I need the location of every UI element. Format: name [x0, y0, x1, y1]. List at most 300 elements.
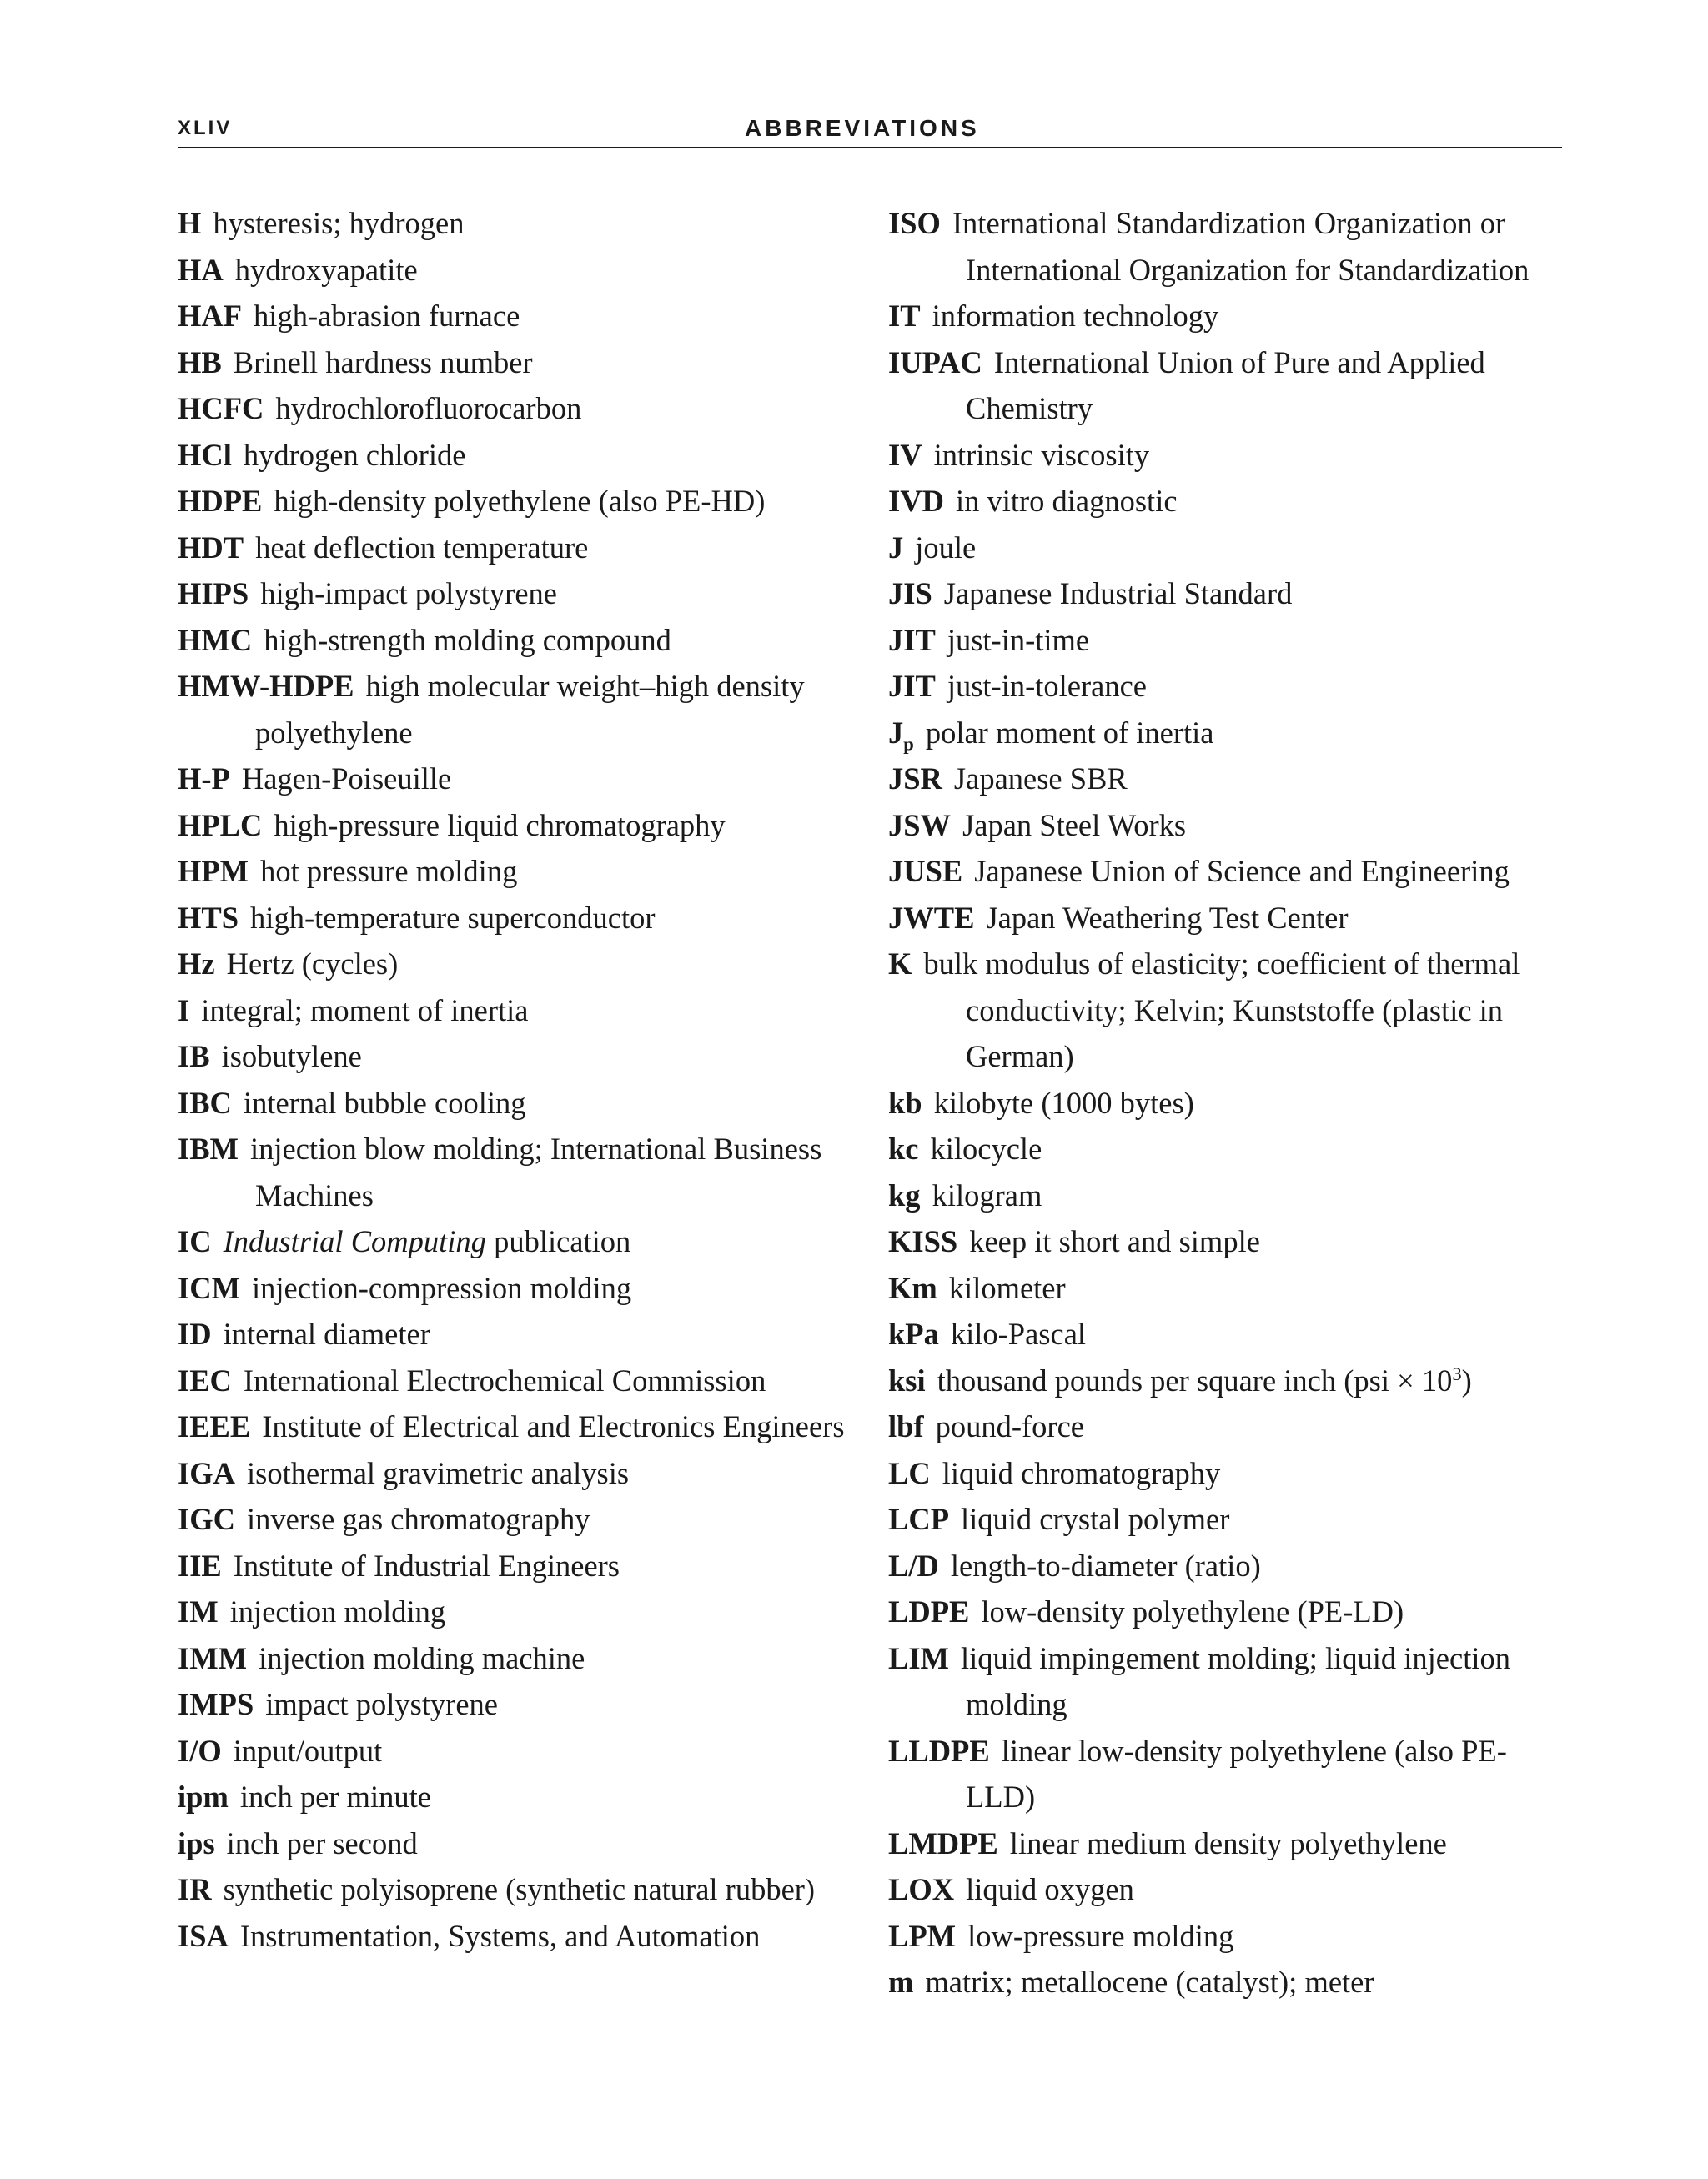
abbreviation-definition: [234, 1734, 382, 1768]
abbreviation-text: HIPS: [178, 576, 249, 610]
abbreviation-term: [888, 1317, 939, 1351]
abbreviation-term: [888, 946, 912, 981]
definition-text: Japan Weathering Test Center: [986, 900, 1349, 935]
definition-text: bulk modulus of elasticity; coefficient of thermal conductivity; Kelvin; Kunststoffe (plastic in German): [923, 946, 1520, 1073]
abbreviation-definition: [915, 530, 976, 565]
abbreviation-term: [888, 1919, 956, 1953]
abbreviation-term: [178, 808, 262, 842]
definition-text: International Union of Pure and Applied Chemistry: [966, 344, 1485, 425]
abbreviation-definition: [961, 1641, 1510, 1722]
abbreviation-entry: [178, 525, 862, 571]
abbreviation-term: [178, 1271, 240, 1305]
abbreviation-text: IVD: [888, 484, 944, 518]
abbreviation-text: ISO: [888, 206, 941, 240]
abbreviation-text: kPa: [888, 1317, 939, 1351]
abbreviation-text: IBM: [178, 1132, 239, 1166]
abbreviation-term: [888, 1086, 922, 1120]
abbreviation-definition: [926, 715, 1214, 750]
abbreviation-definition: [240, 1919, 761, 1953]
definition-text: high molecular weight–high density polyethylene: [255, 669, 805, 750]
definition-text: synthetic polyisoprene (synthetic natural rubber): [223, 1872, 816, 1906]
abbreviation-term: [178, 1872, 212, 1906]
abbreviation-text: ICM: [178, 1270, 241, 1305]
abbreviation-term: [178, 391, 264, 425]
abbreviation-term: [888, 1132, 919, 1166]
abbreviation-definition: [275, 391, 581, 425]
abbreviation-definition: [934, 438, 1150, 472]
abbreviation-entry: [178, 1403, 862, 1450]
abbreviation-term: [178, 1132, 239, 1166]
abbreviation-entry: [178, 570, 862, 617]
abbreviation-term: [178, 206, 201, 240]
abbreviation-definition: [234, 1549, 620, 1583]
definition-text: hydrochlorofluorocarbon: [275, 391, 582, 425]
definition-text: low-pressure molding: [967, 1918, 1234, 1953]
abbreviation-text: Hz: [178, 946, 215, 981]
abbreviation-entry: [888, 1218, 1572, 1265]
abbreviation-term: [888, 1549, 939, 1583]
abbreviation-entry: [178, 1358, 862, 1404]
abbreviation-entry: [178, 1866, 862, 1913]
abbreviation-term: [178, 1734, 222, 1768]
abbreviation-term: [888, 345, 982, 379]
abbreviation-entry: [178, 478, 862, 525]
abbreviation-text: JIT: [888, 669, 936, 703]
abbreviation-text: LCP: [888, 1502, 949, 1536]
abbreviation-subscript: p: [903, 732, 914, 754]
abbreviation-entry: [888, 848, 1572, 895]
abbreviation-term: [178, 993, 189, 1027]
definition-text: linear medium density polyethylene: [1009, 1825, 1447, 1860]
abbreviation-entry: [888, 570, 1572, 617]
abbreviation-definition: [222, 1039, 362, 1073]
abbreviation-entry: [178, 1774, 862, 1820]
abbreviation-text: LIM: [888, 1640, 949, 1675]
abbreviation-entry: [888, 1589, 1572, 1635]
abbreviation-text: lbf: [888, 1409, 924, 1443]
abbreviation-text: IBC: [178, 1085, 232, 1120]
abbreviation-text: LPM: [888, 1918, 957, 1953]
definition-text: heat deflection temperature: [255, 530, 589, 565]
abbreviation-entry: [888, 1403, 1572, 1450]
abbreviation-entry: [888, 1959, 1572, 2006]
abbreviation-definition: [259, 1641, 585, 1675]
abbreviation-definition: [967, 1919, 1233, 1953]
abbreviation-text: HDPE: [178, 484, 263, 518]
running-title: ABBREVIATIONS: [745, 115, 980, 141]
abbreviation-entry: [178, 1681, 862, 1728]
abbreviation-term: [178, 1780, 229, 1814]
abbreviation-term: [888, 669, 936, 703]
abbreviation-definition: [949, 1271, 1066, 1305]
definition-text: kilo-Pascal: [950, 1317, 1087, 1351]
abbreviation-text: ksi: [888, 1363, 926, 1398]
abbreviation-term: [178, 901, 239, 935]
abbreviation-text: JIS: [888, 576, 932, 610]
abbreviation-term: [178, 1641, 247, 1675]
abbreviation-term: [888, 901, 974, 935]
abbreviation-definition: [240, 1780, 431, 1814]
abbreviation-term: [178, 1687, 254, 1721]
abbreviation-entry: [888, 802, 1572, 849]
definition-text: high-impact polystyrene: [260, 576, 557, 610]
abbreviation-term: [888, 576, 932, 610]
definition-text: hot pressure molding: [260, 854, 518, 888]
definition-text: hydroxyapatite: [234, 252, 418, 287]
abbreviation-definition: [230, 1594, 446, 1629]
abbreviation-text: HCl: [178, 437, 232, 472]
abbreviation-text: IEC: [178, 1363, 232, 1398]
abbreviation-definition: [224, 1317, 430, 1351]
abbreviation-entry: [178, 385, 862, 432]
abbreviation-definition: [966, 1734, 1507, 1815]
left-column: [178, 200, 862, 1959]
definition-text: high-density polyethylene (also PE-HD): [274, 484, 766, 518]
abbreviation-text: HAF: [178, 299, 243, 333]
abbreviation-text: J: [888, 530, 904, 565]
definition-italic: Industrial Computing: [223, 1224, 486, 1258]
abbreviation-term: [888, 1872, 954, 1906]
abbreviation-text: kg: [888, 1177, 921, 1213]
definition-text: Japanese Union of Science and Engineering: [974, 854, 1510, 888]
definition-text: International Standardization Organization or International Organization for Standardization: [952, 206, 1530, 287]
abbreviation-definition: [923, 946, 1520, 1073]
definition-text: Institute of Electrical and Electronics Engineers: [262, 1409, 845, 1443]
header-rule: [178, 147, 1562, 148]
abbreviation-entry: [178, 1080, 862, 1127]
abbreviation-term: [888, 1224, 957, 1258]
definition-text: liquid oxygen: [966, 1872, 1134, 1906]
abbreviation-entry: [888, 1728, 1572, 1820]
abbreviation-definition: [247, 1456, 629, 1490]
abbreviation-term: [178, 1456, 235, 1490]
abbreviation-text: LMDPE: [888, 1825, 998, 1860]
abbreviation-entry: [888, 339, 1572, 432]
abbreviation-term: [178, 1317, 212, 1351]
abbreviation-entry: [178, 941, 862, 987]
abbreviation-term: [888, 530, 903, 565]
abbreviation-text: IGA: [178, 1455, 235, 1490]
definition-text: Hertz (cycles): [226, 946, 399, 981]
abbreviation-term: [888, 206, 941, 240]
abbreviation-definition: [962, 808, 1186, 842]
abbreviation-definition: [931, 1132, 1042, 1166]
abbreviation-entry: [178, 200, 862, 247]
abbreviation-term: [888, 1826, 998, 1860]
abbreviation-text: IMPS: [178, 1687, 254, 1721]
abbreviation-entry: [178, 987, 862, 1034]
abbreviation-definition: [952, 206, 1529, 287]
definition-text: high-temperature superconductor: [250, 900, 656, 935]
abbreviation-term: [888, 1456, 931, 1490]
abbreviation-text: IT: [888, 299, 921, 333]
abbreviation-term: [178, 623, 252, 657]
definition-text: length-to-diameter (ratio): [950, 1548, 1261, 1583]
abbreviation-term: [888, 1409, 924, 1443]
definition-text: polar moment of inertia: [925, 715, 1214, 750]
definition-text: Institute of Industrial Engineers: [233, 1548, 620, 1583]
abbreviation-entry: [888, 1358, 1572, 1404]
abbreviation-text: K: [888, 946, 912, 981]
abbreviation-text: IV: [888, 437, 922, 472]
abbreviation-entry: [888, 432, 1572, 479]
abbreviation-term: [178, 1086, 232, 1120]
definition-text: input/output: [233, 1733, 383, 1768]
definition-text: inch per minute: [239, 1780, 431, 1814]
abbreviation-text: LOX: [888, 1872, 955, 1906]
definition-text: liquid impingement molding; liquid injection molding: [961, 1640, 1510, 1721]
abbreviation-term: [888, 808, 951, 842]
abbreviation-definition: [247, 1502, 590, 1536]
abbreviation-entry: [888, 1543, 1572, 1589]
abbreviation-term: [888, 1502, 949, 1536]
abbreviation-entry: [178, 1450, 862, 1497]
abbreviation-text: HA: [178, 252, 224, 287]
abbreviation-entry: [178, 1311, 862, 1358]
definition-text: just-in-time: [947, 622, 1090, 657]
abbreviation-text: IM: [178, 1594, 219, 1629]
abbreviation-text: ID: [178, 1317, 212, 1351]
abbreviation-text: kb: [888, 1085, 922, 1120]
abbreviation-entry: [888, 1820, 1572, 1867]
abbreviation-term: [888, 854, 962, 888]
definition-text: liquid chromatography: [942, 1455, 1221, 1490]
abbreviation-definition: [260, 854, 517, 888]
definition-text: inch per second: [226, 1825, 418, 1860]
abbreviation-definition: [925, 1965, 1374, 1999]
definition-text: injection molding machine: [259, 1640, 585, 1675]
definition-text: high-pressure liquid chromatography: [274, 807, 726, 842]
abbreviation-entry: [178, 617, 862, 664]
abbreviation-entry: [178, 895, 862, 941]
abbreviation-term: [888, 1594, 969, 1629]
abbreviation-entry: [888, 941, 1572, 1080]
abbreviation-term: [178, 1363, 232, 1398]
abbreviation-text: HB: [178, 344, 222, 379]
definition-text: just-in-tolerance: [947, 669, 1147, 703]
abbreviation-entry: [888, 1450, 1572, 1497]
abbreviation-definition: [934, 1086, 1194, 1120]
abbreviation-term: [888, 438, 922, 472]
abbreviation-definition: [1010, 1826, 1447, 1860]
abbreviation-term: [178, 253, 224, 287]
abbreviation-definition: [274, 808, 725, 842]
abbreviation-text: IB: [178, 1039, 210, 1073]
definition-text: Instrumentation, Systems, and Automation: [239, 1918, 761, 1953]
abbreviation-definition: [986, 901, 1348, 935]
abbreviation-term: [178, 854, 249, 888]
abbreviation-text: I: [178, 992, 190, 1027]
abbreviation-definition: [254, 299, 520, 333]
abbreviation-definition: [264, 623, 671, 657]
abbreviation-term: [178, 1549, 222, 1583]
abbreviation-entry: [888, 1126, 1572, 1172]
definition-text: in vitro diagnostic: [955, 484, 1178, 518]
definition-text: liquid crystal polymer: [961, 1502, 1230, 1536]
abbreviation-entry: [888, 756, 1572, 802]
abbreviation-definition: [242, 761, 451, 796]
abbreviation-text: ips: [178, 1825, 215, 1860]
abbreviation-text: H-P: [178, 761, 230, 796]
abbreviation-entry: [178, 663, 862, 756]
abbreviation-definition: [942, 1456, 1221, 1490]
abbreviation-text: HCFC: [178, 391, 264, 425]
abbreviation-entry: [888, 200, 1572, 293]
abbreviation-term: [178, 1409, 250, 1443]
abbreviation-definition: [234, 345, 533, 379]
definition-text: Hagen-Poiseuille: [241, 761, 452, 796]
running-header: [178, 117, 1562, 148]
abbreviation-text: IEEE: [178, 1409, 251, 1443]
abbreviation-term: [178, 669, 354, 703]
abbreviation-definition: [944, 576, 1293, 610]
abbreviation-term: [178, 530, 244, 565]
abbreviation-definition: [951, 1549, 1261, 1583]
right-column: [888, 200, 1572, 2006]
abbreviation-text: JSR: [888, 761, 942, 796]
abbreviation-definition: [213, 206, 464, 240]
definition-text: injection molding: [229, 1594, 446, 1629]
abbreviation-term: [178, 345, 222, 379]
abbreviation-term: [888, 623, 936, 657]
abbreviation-definition: [969, 1224, 1260, 1258]
abbreviation-term: [178, 1826, 215, 1860]
abbreviation-definition: [235, 253, 418, 287]
definition-text: linear low-density polyethylene (also PE-LLD): [966, 1733, 1507, 1814]
abbreviation-term: [888, 1178, 921, 1213]
page-number: XLIV: [178, 117, 233, 139]
abbreviation-text: LDPE: [888, 1594, 970, 1629]
abbreviation-entry: [178, 1913, 862, 1960]
abbreviation-term: [178, 761, 230, 796]
definition-text: matrix; metallocene (catalyst); meter: [925, 1965, 1374, 1999]
abbreviation-entry: [178, 432, 862, 479]
abbreviation-term: [888, 484, 944, 518]
abbreviation-definition: [947, 669, 1147, 703]
abbreviation-definition: [932, 299, 1219, 333]
definition-text: kilometer: [948, 1270, 1066, 1305]
abbreviation-definition: [224, 1872, 816, 1906]
abbreviation-definition: [961, 1502, 1229, 1536]
abbreviation-text: HPM: [178, 854, 249, 888]
abbreviation-term: [888, 1363, 926, 1398]
definition-text: high-strength molding compound: [264, 622, 671, 657]
abbreviation-entry: [178, 1635, 862, 1682]
abbreviation-text: Km: [888, 1270, 937, 1305]
definition-text: internal diameter: [223, 1317, 430, 1351]
abbreviation-entry: [888, 293, 1572, 339]
abbreviation-term: [888, 299, 921, 333]
abbreviation-term: [178, 1919, 229, 1953]
abbreviation-entry: [888, 1265, 1572, 1312]
abbreviation-term: [178, 1502, 235, 1536]
abbreviation-text: JIT: [888, 622, 936, 657]
definition-text: joule: [915, 530, 977, 565]
abbreviation-term: [888, 761, 942, 796]
abbreviation-definition: [260, 576, 557, 610]
abbreviation-entry: [888, 1311, 1572, 1358]
definition-text: Japan Steel Works: [962, 807, 1187, 842]
abbreviation-definition: [244, 1086, 526, 1120]
abbreviation-entry: [178, 1496, 862, 1543]
abbreviation-entry: [888, 1080, 1572, 1127]
definition-text: internal bubble cooling: [243, 1085, 526, 1120]
definition-text: injection-compression molding: [252, 1270, 632, 1305]
abbreviation-definition: [201, 993, 528, 1027]
abbreviation-text: IGC: [178, 1502, 235, 1536]
definition-text: intrinsic viscosity: [933, 437, 1150, 472]
definition-text: hydrogen chloride: [243, 437, 466, 472]
definition-text: information technology: [932, 299, 1219, 333]
abbreviation-definition: [954, 761, 1128, 796]
abbreviation-definition: [937, 1363, 1472, 1398]
abbreviation-definition: [951, 1317, 1086, 1351]
abbreviation-text: LC: [888, 1455, 931, 1490]
abbreviation-entry: [888, 895, 1572, 941]
definition-text: inverse gas chromatography: [246, 1502, 590, 1536]
abbreviation-definition: [966, 345, 1485, 426]
definition-text: Japanese Industrial Standard: [943, 576, 1293, 610]
abbreviation-entry: [178, 1265, 862, 1312]
abbreviation-text: J: [888, 715, 904, 750]
abbreviation-entry: [178, 1728, 862, 1775]
abbreviation-entry: [888, 1866, 1572, 1913]
abbreviation-entry: [888, 1172, 1572, 1219]
definition-text: kilogram: [932, 1177, 1042, 1213]
abbreviation-entry: [178, 1543, 862, 1589]
abbreviation-definition: [227, 946, 399, 981]
abbreviation-definition: [966, 1872, 1134, 1906]
abbreviation-text: L/D: [888, 1548, 939, 1583]
abbreviation-term: [178, 946, 215, 981]
abbreviation-text: KISS: [888, 1224, 958, 1258]
definition-text: impact polystyrene: [265, 1687, 498, 1721]
abbreviation-entry: [888, 1496, 1572, 1543]
abbreviation-entry: [888, 1635, 1572, 1728]
abbreviation-text: m: [888, 1965, 914, 1999]
definition-text: isothermal gravimetric analysis: [246, 1455, 630, 1490]
abbreviation-term: [178, 1224, 212, 1258]
abbreviation-term: [178, 438, 232, 472]
definition-text: Brinell hardness number: [233, 344, 533, 379]
abbreviation-text: HTS: [178, 900, 239, 935]
abbreviation-entry: [178, 1218, 862, 1265]
abbreviation-entry: [888, 617, 1572, 664]
abbreviation-definition: [244, 438, 466, 472]
abbreviation-text: HPLC: [178, 807, 263, 842]
abbreviation-term: [888, 1734, 990, 1768]
abbreviation-definition: [244, 1363, 766, 1398]
definition-text: low-density polyethylene (PE-LD): [981, 1594, 1404, 1629]
definition-text: isobutylene: [221, 1039, 362, 1073]
abbreviation-definition: [932, 1178, 1042, 1213]
abbreviation-definition: [262, 1409, 844, 1443]
abbreviation-text: HMC: [178, 622, 253, 657]
abbreviation-definition: [255, 530, 588, 565]
definition-text: publication: [494, 1224, 631, 1258]
abbreviation-definition: [250, 1132, 821, 1213]
abbreviation-definition: [974, 854, 1510, 888]
abbreviation-entry: [888, 663, 1572, 710]
abbreviation-entry: [178, 339, 862, 386]
abbreviation-definition: [947, 623, 1089, 657]
definition-text: injection blow molding; International Business Machines: [250, 1132, 822, 1213]
abbreviation-definition: [252, 1271, 631, 1305]
abbreviation-text: LLDPE: [888, 1733, 990, 1768]
definition-tail: ): [1461, 1363, 1472, 1398]
abbreviation-text: JUSE: [888, 854, 963, 888]
definition-text: integral; moment of inertia: [201, 992, 529, 1027]
